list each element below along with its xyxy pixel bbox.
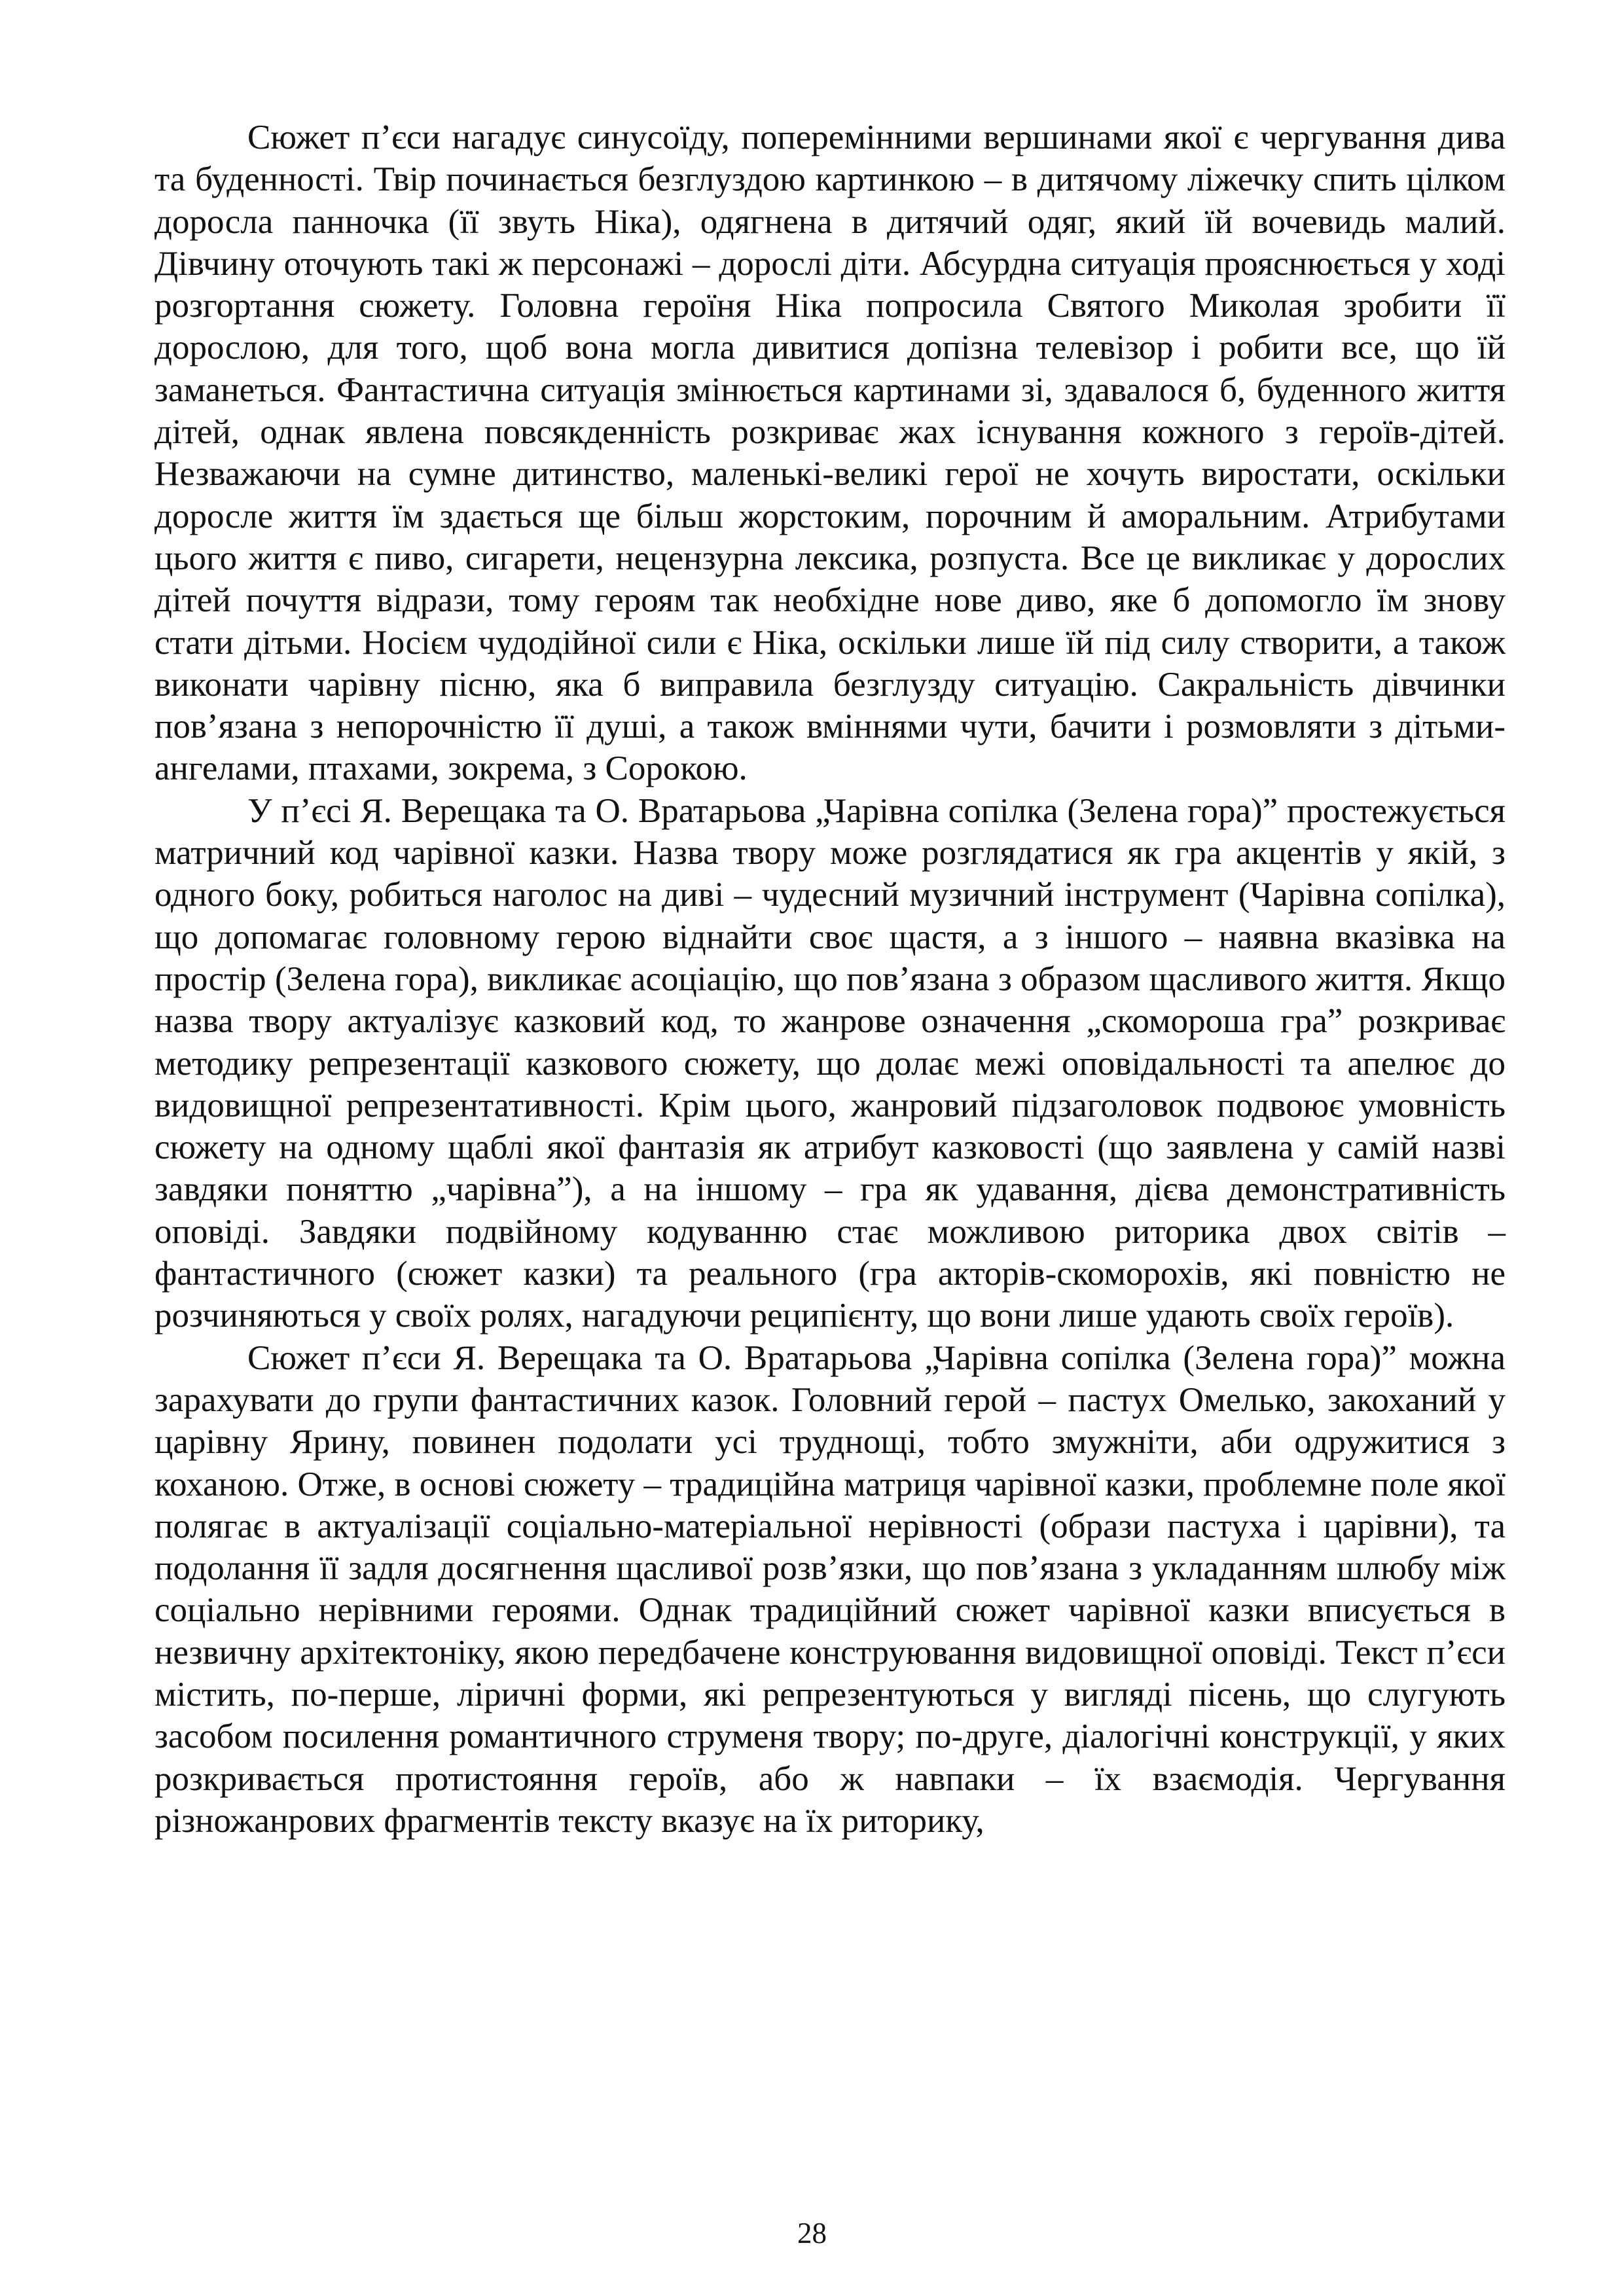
body-text [154,117,1506,1842]
paragraph-1: Сюжет п’єси нагадує синусоїду, поперемінними вершинами якої є чергування дива та буденності. Твір починається безглуздою картинкою – в дитячому ліжечку спить цілком доросла панночка (її звуть Ніка), одягнена в дитячий одяг, який їй вочевидь малий. Дівчину оточують такі ж персонажі – дорослі діти. Абсурдна ситуація прояснюється у ході розгортання сюжету. Головна героїня Ніка попросила Святого Миколая зробити її дорослою, для того, щоб вона могла дивитися допізна телевізор і робити все, що їй заманеться. Фантастична ситуація змінюється картинами зі, здавалося б, буденного життя дітей, однак явлена повсякденність розкриває жах існування кожного з героїв-дітей. Незважаючи на сумне дитинство, маленькі-великі герої не хочуть виростати, оскільки доросле життя їм здається ще більш жорстоким, порочним й аморальним. Атрибутами цього життя є пиво, сигарети, нецензурна лексика, розпуста. Все це викликає у дорослих дітей почуття відрази, тому героям так необхідне нове диво, яке б допомогло їм знову стати дітьми. Носієм чудодійної сили є Ніка, оскільки лише їй під силу створити, а також виконати чарівну пісню, яка б виправила безглузду ситуацію. Сакральність дівчинки пов’язана з непорочністю її душі, а також вміннями чути, бачити і розмовляти з дітьми-ангелами, птахами, зокрема, з Сорокою. [154,118,1506,788]
paragraph-2: У п’єсі Я. Верещака та О. Вратарьова „Чарівна сопілка (Зелена гора)” простежується матричний код чарівної казки. Назва твору може розглядатися як гра акцентів у якій, з одного боку, робиться наголос на диві – чудесний музичний інструмент (Чарівна сопілка), що допомагає головному герою віднайти своє щастя, а з іншого – наявна вказівка на простір (Зелена гора), викликає асоціацію, що пов’язана з образом щасливого життя. Якщо назва твору актуалізує казковий код, то жанрове означення „скомороша гра” розкриває методику репрезентації казкового сюжету, що долає межі оповідальності та апелює до видовищної репрезентативності. Крім цього, жанровий підзаголовок подвоює умовність сюжету на одному щаблі якої фантазія як атрибут казковості (що заявлена у самій назві завдяки поняттю „чарівна”), а на іншому – гра як удавання, дієва демонстративність оповіді. Завдяки подвійному кодуванню стає можливою риторика двох світів – фантастичного (сюжет казки) та реального (гра акторів-скоморохів, які повністю не розчиняються у своїх ролях, нагадуючи реципієнту, що вони лише удають своїх героїв). [154,791,1506,1335]
page-number: 28 [797,2217,827,2250]
paragraph-3: Сюжет п’єси Я. Верещака та О. Вратарьова „Чарівна сопілка (Зелена гора)” можна зарахувати до групи фантастичних казок. Головний герой – пастух Омелько, закоханий у царівну Ярину, повинен подолати усі труднощі, тобто змужніти, аби одружитися з коханою. Отже, в основі сюжету – традиційна матриця чарівної казки, проблемне поле якої полягає в актуалізації соціально-матеріальної нерівності (образи пастуха і царівни), та подолання її задля досягнення щасливої розв’язки, що пов’язана з укладанням шлюбу між соціально нерівними героями. Однак традиційний сюжет чарівної казки вписується в незвичну архітектоніку, якою передбачене конструювання видовищної оповіді. Текст п’єси містить, по-перше, ліричні форми, які репрезентуються у вигляді пісень, що слугують засобом посилення романтичного струменя твору; по-друге, діалогічні конструкції, у яких розкривається протистояння героїв, або ж навпаки – їх взаємодія. Чергування різножанрових фрагментів тексту вказує на їх риторику, [154,1338,1506,1840]
